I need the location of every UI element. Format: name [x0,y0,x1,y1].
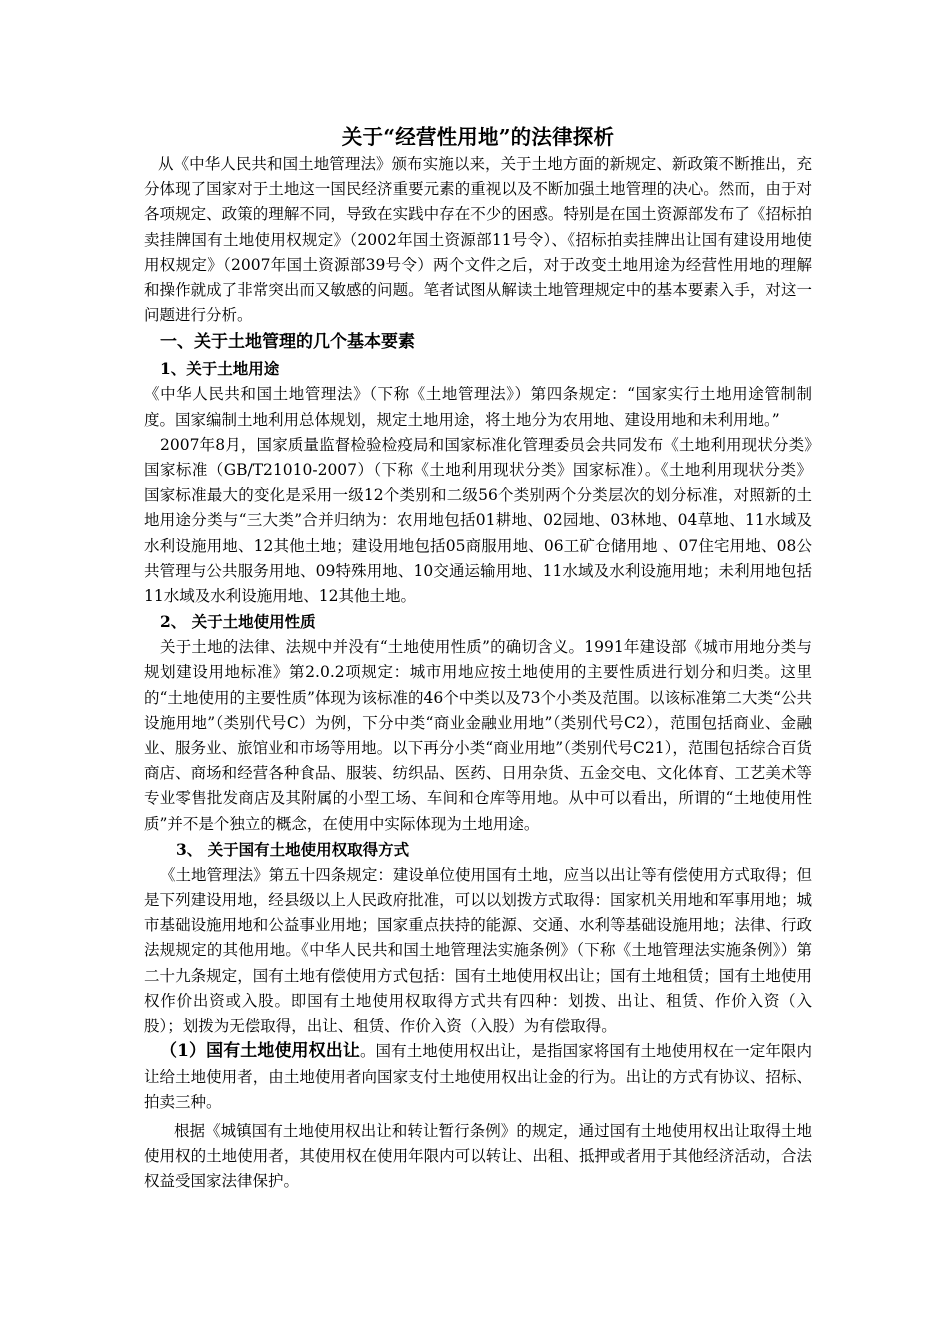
paragraph-land-classification: 2007年8月，国家质量监督检验检疫局和国家标准化管理委员会共同发布《土地利用现状分类》国家标准（GB/T21010-2007）（下称《土地利用现状分类》国家标准）。《土地利用现状分类》国家标准最大的变化是采用一级12个类别和二级56个类别两个分类层次的划分标准，对照新的土地用途分类与“三大类”合并归纳为：农用地包括01耕地、02园地、03林地、04草地、11水域及水利设施用地、12其他土地；建设用地包括05商服用地、06工矿仓储用地 、07住宅用地、08公共管理与公共服务用地、09特殊用地、10交通运输用地、11水域及水利设施用地；未利用地包括11水域及水利设施用地、12其他土地。 [144,435,812,606]
subsection-heading-land-nature: 2、 关于土地使用性质 [160,612,316,632]
page-title: 关于“经营性用地”的法律探析 [341,125,615,149]
paragraph-land-use-law: 《中华人民共和国土地管理法》（下称《土地管理法》）第四条规定：“国家实行土地用途管制制度。国家编制土地利用总体规划，规定土地用途，将土地分为农用地、建设用地和未利用地。” [144,385,812,429]
intro-paragraph: 从《中华人民共和国土地管理法》颁布实施以来，关于土地方面的新规定、新政策不断推出，充分体现了国家对于土地这一国民经济重要元素的重视以及不断加强土地管理的决心。然而，由于对各项规定、政策的理解不同，导致在实践中存在不少的困惑。特别是在国土资源部发布了《招标拍卖挂牌国有土地使用权规定》（2002年国土资源部11号令）、《招标拍卖挂牌出让国有建设用地使用权规定》（2007年国土资源部39号令）两个文件之后，对于改变土地用途为经营性用地的理解和操作就成了非常突出而又敏感的问题。笔者试图从解读土地管理规定中的基本要素入手，对这一问题进行分析。 [144,155,812,325]
transfer-text: 。国有土地使用权出让，是指国家将国有土地使用权在一定年限内让给土地使用者，由土地使用者向国家支付土地使用权出让金的行为。出让的方式有协议、招标、拍卖三种。 [144,1042,812,1111]
paragraph-acquisition-methods: 《土地管理法》第五十四条规定：建设单位使用国有土地，应当以出让等有偿使用方式取得；但是下列建设用地，经县级以上人民政府批准，可以以划拨方式取得：国家机关用地和军事用地；城市基础设施用地和公益事业用地；国家重点扶持的能源、交通、水利等基础设施用地；法律、行政法规规定的其他用地。《中华人民共和国土地管理法实施条例》（下称《土地管理法实施条例》）第二十九条规定，国有土地有偿使用方式包括：国有土地使用权出让；国有土地租赁；国有土地使用权作价出资或入股。即国有土地使用权取得方式共有四种：划拨、出让、租赁、作价入资（入股）；划拨为无偿取得，出让、租赁、作价入资（入股）为有偿取得。 [144,865,812,1036]
transfer-lead: （1）国有土地使用权出让 [160,1041,360,1062]
document-body [144,122,812,1195]
subsection-heading-acquisition: 3、 关于国有土地使用权取得方式 [176,839,410,859]
paragraph-transfer-regulation: 根据《城镇国有土地使用权出让和转让暂行条例》的规定，通过国有土地使用权出让取得土地使用权的土地使用者，其使用权在使用年限内可以转让、出租、抵押或者用于其他经济活动，合法权益受国家法律保护。 [144,1121,812,1191]
paragraph-transfer [144,1039,812,1115]
paragraph-land-nature: 关于土地的法律、法规中并没有“土地使用性质”的确切含义。1991年建设部《城市用地分类与规划建设用地标准》第2.0.2项规定：城市用地应按土地使用的主要性质进行划分和归类。这里的“土地使用的主要性质”体现为该标准的46个中类以及73个小类及范围。以该标准第二大类“公共设施用地”（类别代号C）为例，下分中类“商业金融业用地”（类别代号C2），范围包括商业、金融业、服务业、旅馆业和市场等用地。以下再分小类“商业用地”（类别代号C21），范围包括综合百货商店、商场和经营各种食品、服装、纺织品、医药、日用杂货、五金交电、文化体育、工艺美术等专业零售批发商店及其附属的小型工场、车间和仓库等用地。从中可以看出，所谓的“土地使用性质”并不是个独立的概念，在使用中实际体现为土地用途。 [144,638,812,833]
section-heading: 一、关于土地管理的几个基本要素 [160,332,415,353]
subsection-heading-land-use: 1、关于土地用途 [160,359,280,379]
